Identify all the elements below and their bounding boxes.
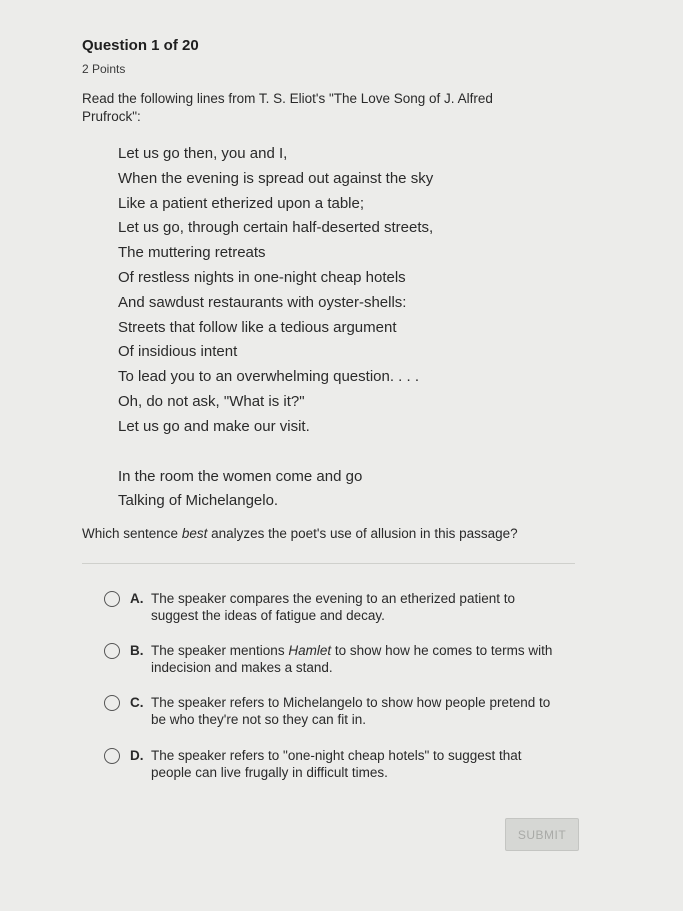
radio-button-icon[interactable] [104,591,120,607]
poem-line: Let us go, through certain half-deserted streets, [118,219,434,237]
poem-line: Oh, do not ask, "What is it?" [118,392,305,410]
radio-button-icon[interactable] [104,695,120,711]
question-intro: Read the following lines from T. S. Eliot's "The Love Song of J. Alfred Prufrock": [82,91,493,124]
option-text: The speaker refers to Michelangelo to show how people pretend to be who they're not so they can fit in. [151,695,551,727]
option-text: The speaker refers to "one-night cheap hotels" to suggest that people can live frugally in difficult times. [151,748,522,780]
radio-button-icon[interactable] [104,748,120,764]
poem-line: Let us go then, you and I, [118,145,288,162]
stanza-break [118,440,433,465]
question-title: Question 1 of 20 [82,37,199,54]
poem-line: Of restless nights in one-night cheap hotels [118,268,406,286]
poem-line: Like a patient etherized upon a table; [118,194,365,212]
poem-line: Streets that follow like a tedious argument [118,318,397,336]
answer-option-a[interactable] [104,590,564,624]
poem-line: Talking of Michelangelo. [118,492,279,510]
submit-button[interactable]: SUBMIT [505,818,579,851]
answer-option-d[interactable] [104,747,564,781]
answer-option-c[interactable] [104,694,564,728]
poem-line: Let us go and make our visit. [118,417,310,435]
poem-line: In the room the women come and go [118,467,363,485]
option-letter: D. [130,748,144,763]
option-letter: C. [130,695,144,710]
radio-button-icon[interactable] [104,643,120,659]
option-text: The speaker mentions Hamlet to show how he comes to terms with indecision and makes a stand. [151,643,553,675]
prompt-emphasis: best [181,526,208,541]
divider [82,563,575,564]
option-letter: A. [130,591,144,606]
poem-line: Of insidious intent [118,343,238,361]
prompt-text: analyzes the poet's use of allusion in this passage? [207,526,518,541]
prompt-text: Which sentence [82,526,182,541]
poem-line: When the evening is spread out against the sky [118,169,434,187]
question-points: 2 Points [82,62,126,76]
answer-option-b[interactable] [104,642,564,676]
poem-excerpt [118,142,433,514]
poem-line: The muttering retreats [118,244,266,262]
option-text: The speaker compares the evening to an etherized patient to suggest the ideas of fatigue and decay. [151,591,515,623]
poem-line: And sawdust restaurants with oyster-shells: [118,293,407,311]
option-letter: B. [130,643,144,658]
poem-line: To lead you to an overwhelming question. . . . [118,368,420,386]
question-prompt [82,526,518,541]
